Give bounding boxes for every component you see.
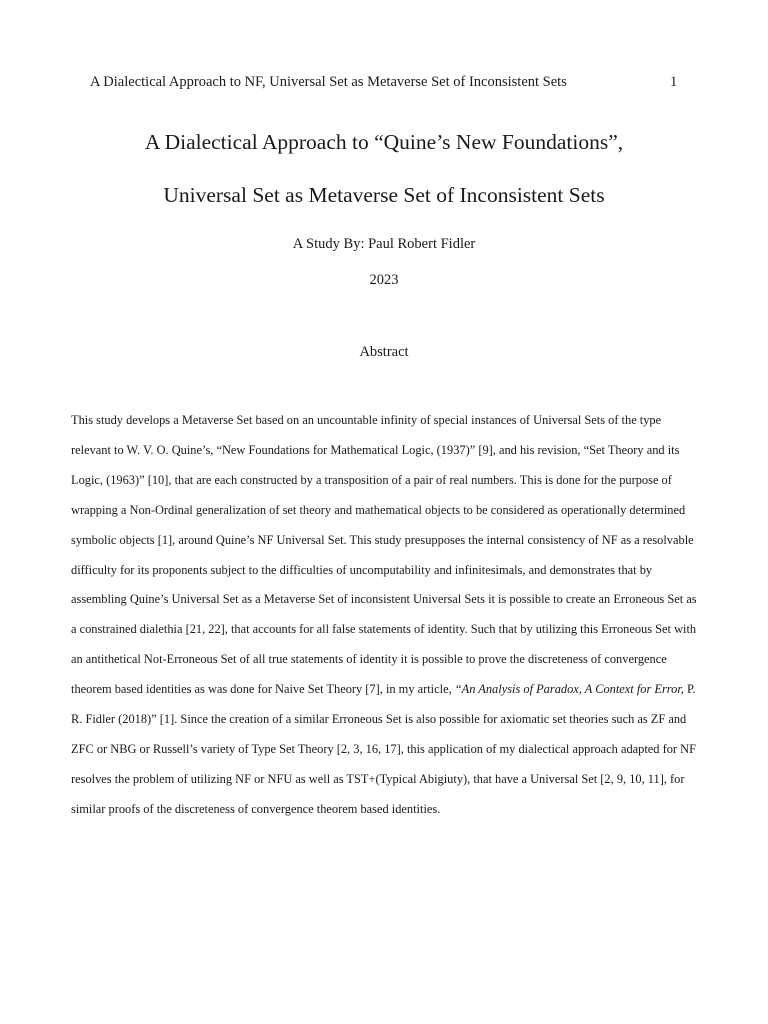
abstract-body	[71, 406, 698, 825]
abstract-citation-title: “An Analysis of Paradox, A Context for Error,	[454, 682, 684, 697]
paper-title-line-2: Universal Set as Metaverse Set of Inconsistent Sets	[163, 183, 605, 207]
abstract-text-part-1: This study develops a Metaverse Set based on an uncountable infinity of special instances of Universal Sets of the type relevant to W. V. O. Quine’s, “New Foundations for Mathematical Logic, (1937)” [9], and his revision, “Set Theory and its Logic, (1963)” [10], that are each constructed by a transposition of a pair of real numbers. This is done for the purpose of wrapping a Non-Ordinal generalization of set theory and mathematical objects to be considered as operationally determined symbolic objects [1], around Quine’s NF Universal Set. This study presupposes the internal consistency of NF as a resolvable difficulty for its proponents subject to the difficulties of uncomputability and infinitesimals, and demonstrates that by assembling Quine’s Universal Set as a Metaverse Set of inconsistent Universal Sets it is possible to create an Erroneous Set as a constrained dialethia [21, 22], that accounts for all false statements of identity. Such that by utilizing this Erroneous Set with an antithetical Not-Erroneous Set of all true statements of identity it is possible to prove the discreteness of convergence theorem based identities as was done for Naive Set Theory [7], in my article,	[71, 413, 697, 697]
paper-title-line-1: A Dialectical Approach to “Quine’s New Foundations”,	[144, 130, 624, 154]
abstract-text-part-2: P. R. Fidler (2018)” [1]. Since the creation of a similar Erroneous Set is also possible for axiomatic set theories such as ZF and ZFC or NBG or Russell’s variety of Type Set Theory [2, 3, 16, 17], this application of my dialectical approach adapted for NF resolves the problem of utilizing NF or NFU as well as TST+(Typical Abigiuty), that have a Universal Set [2, 9, 10, 11], for similar proofs of the discreteness of convergence theorem based identities.	[71, 682, 696, 816]
running-head: A Dialectical Approach to NF, Universal Set as Metaverse Set of Inconsistent Sets	[90, 74, 567, 90]
page-number: 1	[670, 74, 678, 90]
author-byline: A Study By: Paul Robert Fidler	[292, 236, 476, 252]
publication-year: 2023	[369, 272, 399, 288]
abstract-heading: Abstract	[359, 344, 409, 360]
